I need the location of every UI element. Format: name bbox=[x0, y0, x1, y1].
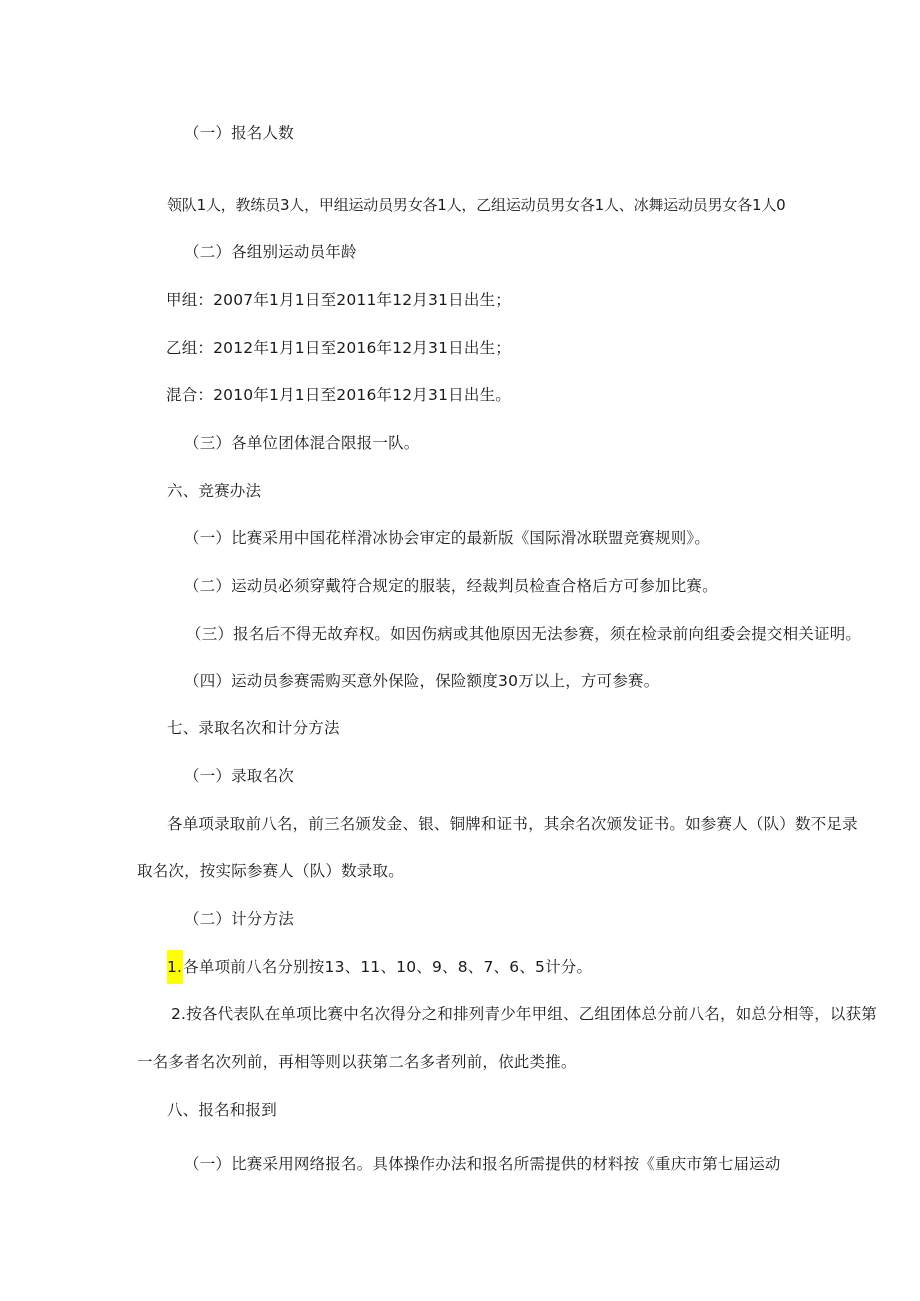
subheading-scoring: （二）计分方法 bbox=[184, 910, 294, 928]
ranking-text-line-1: 各单项录取前八名，前三名颁发金、银、铜牌和证书，其余名次颁发证书。如参赛人（队）数不足录 bbox=[167, 815, 858, 833]
scoring-item-2-line-1: 2.按各代表队在单项比赛中名次得分之和排列青少年甲组、乙组团体总分前八名，如总分相等，以获第 bbox=[171, 1005, 877, 1023]
registration-method-text: （一）比赛采用网络报名。具体操作办法和报名所需提供的材料按《重庆市第七届运动 bbox=[184, 1155, 781, 1173]
section-heading-competition-method: 六、竞赛办法 bbox=[167, 482, 262, 500]
ranking-text-line-2: 取名次，按实际参赛人（队）数录取。 bbox=[137, 862, 404, 880]
scoring-item-2-line-2: 一名多者名次列前，再相等则以获第二名多者列前，依此类推。 bbox=[137, 1053, 577, 1071]
team-limit-text: （三）各单位团体混合限报一队。 bbox=[184, 434, 420, 452]
subheading-ranking: （一）录取名次 bbox=[184, 767, 294, 785]
age-group-mixed: 混合：2010年1月1日至2016年12月31日出生。 bbox=[166, 386, 511, 404]
competition-rule-4: （四）运动员参赛需购买意外保险，保险额度30万以上，方可参赛。 bbox=[184, 672, 660, 690]
highlight-marker: 1. bbox=[167, 950, 183, 984]
section-heading-registration: 八、报名和报到 bbox=[167, 1101, 277, 1119]
registration-count-text: 领队1人，教练员3人，甲组运动员男女各1人，乙组运动员男女各1人、冰舞运动员男女各1人0 bbox=[167, 196, 786, 214]
section-heading-ranking-scoring: 七、录取名次和计分方法 bbox=[167, 719, 340, 737]
scoring-item-1-text: 各单项前八名分别按13、11、10、9、8、7、6、5计分。 bbox=[183, 958, 593, 976]
scoring-item-1 bbox=[167, 956, 592, 978]
competition-rule-2: （二）运动员必须穿戴符合规定的服装，经裁判员检查合格后方可参加比赛。 bbox=[184, 577, 718, 595]
age-group-a: 甲组：2007年1月1日至2011年12月31日出生； bbox=[166, 291, 511, 309]
competition-rule-3: （三）报名后不得无故弃权。如因伤病或其他原因无法参赛，须在检录前向组委会提交相关证明。 bbox=[186, 625, 862, 643]
section-heading-registration-count: （一）报名人数 bbox=[184, 124, 294, 142]
section-heading-age-groups: （二）各组别运动员年龄 bbox=[184, 243, 357, 261]
age-group-b: 乙组：2012年1月1日至2016年12月31日出生； bbox=[166, 339, 511, 357]
competition-rule-1: （一）比赛采用中国花样滑冰协会审定的最新版《国际滑冰联盟竞赛规则》。 bbox=[184, 529, 711, 547]
